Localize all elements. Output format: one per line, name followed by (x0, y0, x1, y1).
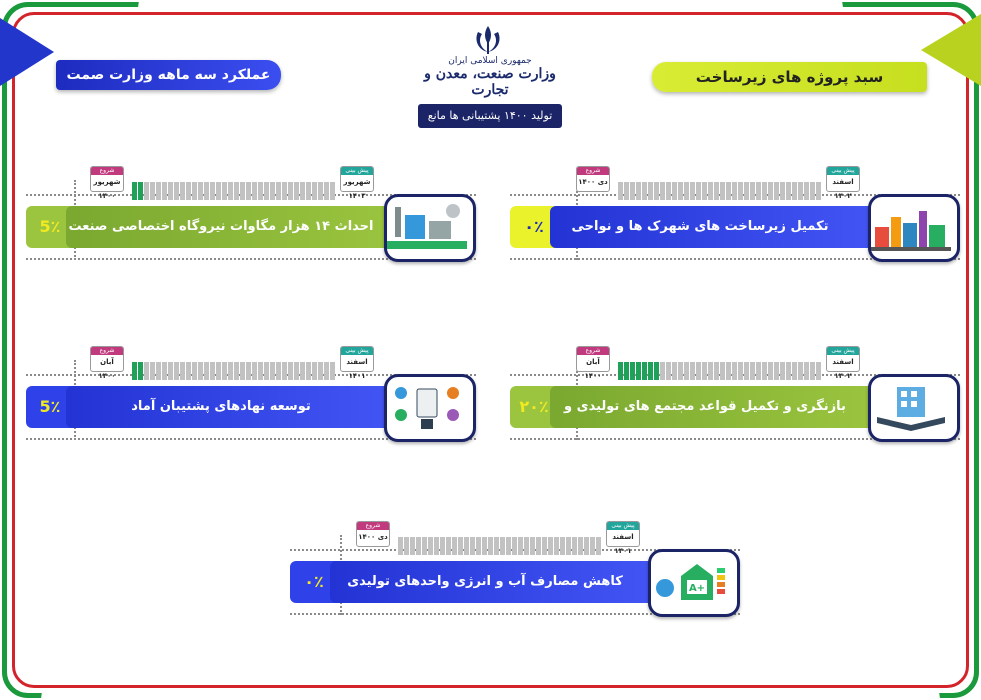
project-title: بازنگری و تکمیل قواعد مجتمع های تولیدی و تجاری (564, 399, 846, 456)
progress-segment (428, 537, 433, 555)
progress-segment (524, 537, 529, 555)
progress-segment (234, 362, 239, 380)
progress-segment (648, 362, 653, 380)
progress-segment (288, 362, 293, 380)
forecast-date-calendar (340, 346, 374, 380)
progress-segment (624, 182, 629, 200)
progress-segment (792, 182, 797, 200)
progress-segment (138, 362, 143, 380)
progress-segment (416, 537, 421, 555)
progress-bar (618, 362, 821, 380)
start-date-calendar (90, 166, 124, 200)
progress-segment (306, 182, 311, 200)
progress-segment (810, 362, 815, 380)
project-icon-box (648, 549, 740, 617)
progress-segment (660, 362, 665, 380)
progress-segment (702, 362, 707, 380)
progress-segment (714, 362, 719, 380)
progress-segment (198, 182, 203, 200)
svg-text:A+: A+ (688, 583, 706, 594)
progress-segment (542, 537, 547, 555)
progress-segment (150, 182, 155, 200)
corner-decoration-left (0, 18, 54, 86)
progress-segment (270, 182, 275, 200)
forecast-date-value: اسفند ۱۴۰۲ (832, 178, 854, 200)
forecast-date-value: اسفند ۱۴۰۲ (832, 358, 854, 380)
percent-value: ۲۰٪ (519, 397, 549, 416)
progress-segment (144, 182, 149, 200)
start-date-label: شروع (357, 522, 389, 530)
progress-segment (630, 182, 635, 200)
progress-segment (726, 362, 731, 380)
progress-segment (192, 362, 197, 380)
progress-segment (596, 537, 601, 555)
start-date-label: شروع (577, 167, 609, 175)
progress-segment (222, 182, 227, 200)
forecast-date-value: اسفند ۱۴۰۱ (346, 358, 368, 380)
progress-segment (168, 182, 173, 200)
progress-segment (792, 362, 797, 380)
progress-segment (204, 362, 209, 380)
progress-segment (162, 362, 167, 380)
percent-value: ۰٪ (524, 217, 544, 236)
progress-segment (434, 537, 439, 555)
regulations-book-icon (871, 377, 951, 433)
progress-segment (624, 362, 629, 380)
progress-segment (666, 182, 671, 200)
progress-segment (186, 362, 191, 380)
progress-segment (702, 182, 707, 200)
start-date-calendar (576, 346, 610, 380)
progress-segment (294, 182, 299, 200)
progress-segment (696, 182, 701, 200)
start-date-label: شروع (91, 347, 123, 355)
progress-segment (476, 537, 481, 555)
percent-value: 5٪ (39, 397, 61, 416)
progress-segment (500, 537, 505, 555)
progress-segment (548, 537, 553, 555)
progress-segment (690, 182, 695, 200)
start-date-value: شهریور ۱۴۰۰ (93, 178, 121, 200)
forecast-date-label: پیش بینی (607, 522, 639, 530)
start-date-calendar (356, 521, 390, 547)
progress-segment (180, 182, 185, 200)
progress-segment (708, 182, 713, 200)
progress-segment (210, 182, 215, 200)
progress-segment (264, 362, 269, 380)
infrastructure-projects-header: سبد پروژه های زیرساخت (652, 62, 927, 92)
progress-segment (518, 537, 523, 555)
project-icon-box (384, 374, 476, 442)
start-date-label: شروع (91, 167, 123, 175)
forecast-date-calendar (606, 521, 640, 555)
progress-segment (744, 362, 749, 380)
progress-segment (648, 182, 653, 200)
progress-segment (144, 362, 149, 380)
percent-value: ۰٪ (304, 572, 324, 591)
forecast-date-calendar (826, 346, 860, 380)
progress-segment (168, 362, 173, 380)
project-title: توسعه نهادهای پشتیبان آماد (131, 399, 311, 414)
progress-segment (282, 182, 287, 200)
iran-emblem-icon (470, 24, 506, 56)
progress-segment (240, 182, 245, 200)
progress-segment (530, 537, 535, 555)
progress-segment (714, 182, 719, 200)
progress-segment (780, 362, 785, 380)
progress-segment (470, 537, 475, 555)
progress-segment (222, 362, 227, 380)
progress-segment (186, 182, 191, 200)
progress-segment (300, 182, 305, 200)
progress-segment (446, 537, 451, 555)
industrial-park-icon (871, 197, 951, 253)
progress-segment (458, 537, 463, 555)
forecast-date-value: شهریور ۱۴۰۳ (343, 178, 371, 200)
progress-segment (312, 182, 317, 200)
start-date-calendar (576, 166, 610, 192)
progress-segment (410, 537, 415, 555)
progress-segment (270, 362, 275, 380)
progress-segment (804, 362, 809, 380)
progress-segment (642, 362, 647, 380)
progress-segment (798, 182, 803, 200)
project-title: کاهش مصارف آب و انرژی واحدهای تولیدی (347, 574, 623, 589)
progress-segment (636, 362, 641, 380)
progress-segment (654, 362, 659, 380)
year-slogan-banner: تولید ۱۴۰۰ پشتیبانی ها مانع زدایی ها (418, 104, 562, 128)
progress-segment (768, 362, 773, 380)
start-date-value: آبان ۱۴۰۰ (584, 358, 602, 380)
forecast-date-label: پیش بینی (827, 347, 859, 355)
progress-bar (398, 537, 601, 555)
progress-segment (738, 182, 743, 200)
progress-segment (318, 362, 323, 380)
progress-segment (216, 182, 221, 200)
progress-segment (294, 362, 299, 380)
progress-segment (786, 182, 791, 200)
forecast-date-label: پیش بینی (341, 167, 373, 175)
project-icon-box (868, 374, 960, 442)
progress-segment (312, 362, 317, 380)
progress-segment (750, 182, 755, 200)
progress-segment (768, 182, 773, 200)
progress-segment (618, 362, 623, 380)
project-title: احداث ۱۴ هزار مگاوات نیروگاه اختصاصی صنعت و معدن (68, 219, 374, 276)
progress-segment (672, 362, 677, 380)
progress-segment (732, 182, 737, 200)
progress-segment (512, 537, 517, 555)
progress-segment (536, 537, 541, 555)
progress-segment (738, 362, 743, 380)
progress-segment (566, 537, 571, 555)
forecast-date-value: اسفند ۱۴۰۱ (612, 533, 634, 555)
progress-segment (560, 537, 565, 555)
progress-segment (246, 362, 251, 380)
progress-segment (762, 182, 767, 200)
progress-segment (258, 182, 263, 200)
progress-segment (240, 362, 245, 380)
project-card (26, 340, 476, 445)
progress-segment (780, 182, 785, 200)
percent-value: 5٪ (39, 217, 61, 236)
progress-segment (494, 537, 499, 555)
project-card (510, 160, 960, 276)
start-date-calendar (90, 346, 124, 380)
project-card (290, 515, 740, 620)
support-services-icon (387, 377, 467, 433)
progress-bar (132, 182, 335, 200)
progress-segment (404, 537, 409, 555)
progress-segment (726, 182, 731, 200)
progress-segment (174, 182, 179, 200)
progress-segment (756, 182, 761, 200)
forecast-date-label: پیش بینی (341, 347, 373, 355)
progress-segment (192, 182, 197, 200)
progress-segment (156, 362, 161, 380)
progress-segment (174, 362, 179, 380)
progress-segment (324, 362, 329, 380)
progress-segment (282, 362, 287, 380)
progress-segment (672, 182, 677, 200)
project-title: تکمیل زیرساخت های شهرک ها و نواحی صنعتی (571, 219, 829, 276)
progress-segment (398, 537, 403, 555)
corner-decoration-right (921, 14, 981, 86)
progress-segment (708, 362, 713, 380)
progress-segment (618, 182, 623, 200)
progress-segment (204, 182, 209, 200)
forecast-date-label: پیش بینی (827, 167, 859, 175)
progress-segment (804, 182, 809, 200)
progress-segment (138, 182, 143, 200)
project-card (510, 340, 960, 456)
progress-segment (774, 362, 779, 380)
progress-segment (276, 362, 281, 380)
progress-segment (156, 182, 161, 200)
progress-segment (684, 362, 689, 380)
forecast-date-calendar (826, 166, 860, 200)
progress-segment (252, 182, 257, 200)
progress-segment (572, 537, 577, 555)
energy-rating-icon (651, 552, 731, 608)
progress-segment (300, 362, 305, 380)
progress-segment (452, 537, 457, 555)
progress-segment (690, 362, 695, 380)
progress-segment (488, 537, 493, 555)
forecast-date-calendar (340, 166, 374, 200)
progress-segment (288, 182, 293, 200)
progress-segment (210, 362, 215, 380)
progress-segment (762, 362, 767, 380)
progress-segment (132, 182, 137, 200)
progress-segment (180, 362, 185, 380)
progress-segment (678, 182, 683, 200)
start-date-label: شروع (577, 347, 609, 355)
progress-segment (198, 362, 203, 380)
progress-segment (642, 182, 647, 200)
progress-segment (162, 182, 167, 200)
progress-segment (318, 182, 323, 200)
progress-segment (630, 362, 635, 380)
progress-segment (666, 362, 671, 380)
progress-segment (330, 362, 335, 380)
progress-segment (132, 362, 137, 380)
progress-segment (798, 362, 803, 380)
progress-segment (660, 182, 665, 200)
progress-segment (678, 362, 683, 380)
progress-segment (150, 362, 155, 380)
progress-segment (264, 182, 269, 200)
project-card (26, 160, 476, 276)
country-name: جمهوری اسلامی ایران (448, 56, 532, 66)
progress-segment (654, 182, 659, 200)
progress-segment (422, 537, 427, 555)
progress-segment (228, 182, 233, 200)
progress-segment (696, 362, 701, 380)
progress-bar (618, 182, 821, 200)
progress-segment (786, 362, 791, 380)
progress-segment (732, 362, 737, 380)
progress-segment (578, 537, 583, 555)
ministry-title (420, 56, 560, 98)
progress-segment (324, 182, 329, 200)
progress-segment (744, 182, 749, 200)
progress-segment (216, 362, 221, 380)
progress-segment (584, 537, 589, 555)
progress-segment (816, 362, 821, 380)
progress-segment (246, 182, 251, 200)
progress-segment (482, 537, 487, 555)
progress-segment (554, 537, 559, 555)
power-plant-icon (387, 197, 467, 253)
progress-segment (756, 362, 761, 380)
progress-segment (228, 362, 233, 380)
start-date-value: آبان ۱۴۰۰ (98, 358, 116, 380)
progress-segment (252, 362, 257, 380)
progress-segment (506, 537, 511, 555)
progress-segment (330, 182, 335, 200)
progress-segment (816, 182, 821, 200)
project-icon-box (384, 194, 476, 262)
progress-segment (720, 182, 725, 200)
progress-segment (684, 182, 689, 200)
progress-bar (132, 362, 335, 380)
progress-segment (774, 182, 779, 200)
progress-segment (720, 362, 725, 380)
start-date-value: دی ۱۴۰۰ (358, 533, 388, 541)
progress-segment (636, 182, 641, 200)
progress-segment (276, 182, 281, 200)
progress-segment (234, 182, 239, 200)
progress-segment (258, 362, 263, 380)
progress-segment (306, 362, 311, 380)
progress-segment (590, 537, 595, 555)
ministry-name: وزارت صنعت، معدن و تجارت (424, 66, 556, 98)
progress-segment (464, 537, 469, 555)
progress-segment (750, 362, 755, 380)
progress-segment (810, 182, 815, 200)
start-date-value: دی ۱۴۰۰ (578, 178, 608, 186)
project-icon-box (868, 194, 960, 262)
quarterly-performance-header: عملکرد سه ماهه وزارت صمت (56, 60, 281, 90)
progress-segment (440, 537, 445, 555)
